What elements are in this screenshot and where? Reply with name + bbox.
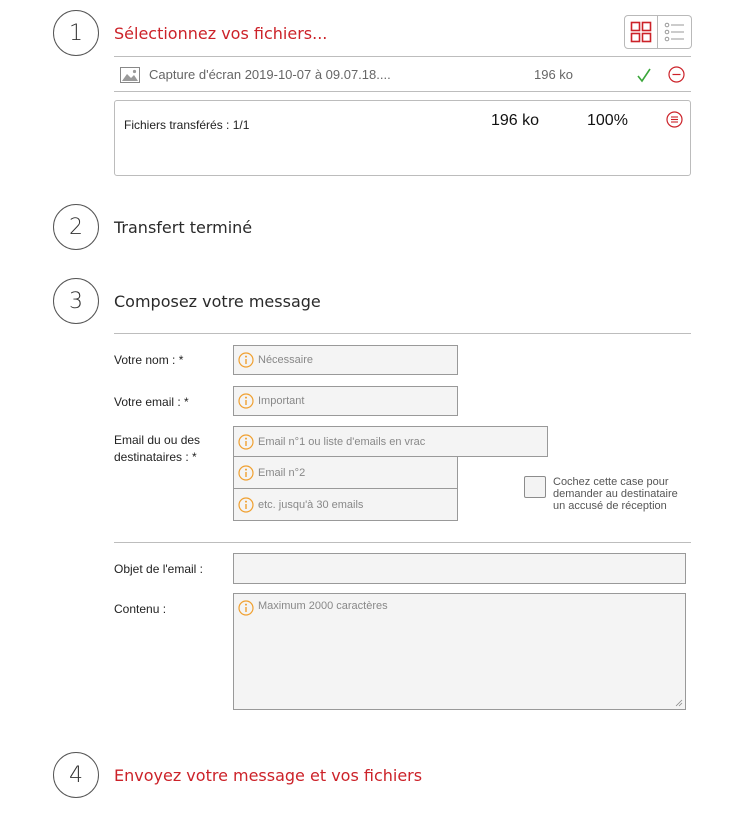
step-3-circle <box>53 278 99 324</box>
list-view-button[interactable] <box>658 15 692 49</box>
divider <box>114 333 691 334</box>
checkmark-icon <box>636 67 652 83</box>
info-icon <box>238 352 254 368</box>
email-label: Votre email : * <box>114 395 189 409</box>
step-2-title: Transfert terminé <box>114 218 253 237</box>
receipt-checkbox-label <box>553 476 713 512</box>
transfer-percent: 100% <box>587 112 628 129</box>
step-4-title[interactable]: Envoyez votre message et vos fichiers <box>114 766 423 785</box>
grid-view-button[interactable] <box>624 15 658 49</box>
receipt-label-line3: un accusé de réception <box>553 500 667 512</box>
receipt-checkbox[interactable] <box>524 476 546 498</box>
info-icon <box>238 497 254 513</box>
divider <box>114 542 691 543</box>
recipient-3-placeholder: etc. jusqu'à 30 emails <box>258 498 364 511</box>
divider <box>114 91 691 92</box>
content-placeholder: Maximum 2000 caractères <box>258 600 388 612</box>
recipient-1-placeholder: Email n°1 ou liste d'emails en vrac <box>258 435 426 448</box>
recipient-1-input[interactable] <box>233 426 548 457</box>
recipients-label-line1: Email du ou des <box>114 433 201 447</box>
name-input[interactable] <box>233 345 458 375</box>
step-4-number: 4 <box>69 762 83 788</box>
file-name: Capture d'écran 2019-10-07 à 09.07.18.... <box>149 67 391 82</box>
recipient-3-input[interactable] <box>233 489 458 521</box>
content-label: Contenu : <box>114 602 167 616</box>
transfer-label: Fichiers transférés : 1/1 <box>124 118 250 132</box>
step-2-circle <box>53 204 99 250</box>
resize-handle-icon[interactable] <box>675 699 683 707</box>
recipient-2-placeholder: Email n°2 <box>258 466 306 479</box>
divider <box>114 56 691 57</box>
info-icon <box>238 600 254 616</box>
remove-icon[interactable] <box>668 66 685 83</box>
view-toggle <box>624 15 692 49</box>
recipients-label-line2: destinataires : * <box>114 450 197 464</box>
email-placeholder: Important <box>258 395 305 407</box>
subject-input[interactable] <box>233 553 686 584</box>
step-3-number: 3 <box>69 288 83 314</box>
file-size: 196 ko <box>534 67 574 82</box>
info-icon <box>238 465 254 481</box>
step-4-circle <box>53 752 99 798</box>
recipient-2-input[interactable] <box>233 457 458 489</box>
content-textarea[interactable] <box>233 593 686 710</box>
step-3-title: Composez votre message <box>114 292 321 311</box>
name-label: Votre nom : * <box>114 353 184 367</box>
step-1-title[interactable]: Sélectionnez vos fichiers... <box>114 24 328 43</box>
menu-icon[interactable] <box>666 111 683 128</box>
receipt-label-line1: Cochez cette case pour <box>553 476 669 488</box>
step-1-circle <box>53 10 99 56</box>
list-view-icon <box>664 22 686 42</box>
email-input[interactable] <box>233 386 458 416</box>
image-file-icon <box>120 67 140 83</box>
step-2-number: 2 <box>69 214 83 240</box>
info-icon <box>238 434 254 450</box>
grid-view-icon <box>630 21 652 43</box>
name-placeholder: Nécessaire <box>258 354 314 366</box>
info-icon <box>238 393 254 409</box>
receipt-label-line2: demander au destinataire <box>553 488 678 500</box>
subject-label: Objet de l'email : <box>114 562 203 576</box>
step-1-number: 1 <box>69 20 83 46</box>
recipients-label <box>114 432 200 466</box>
transfer-size: 196 ko <box>491 112 540 129</box>
